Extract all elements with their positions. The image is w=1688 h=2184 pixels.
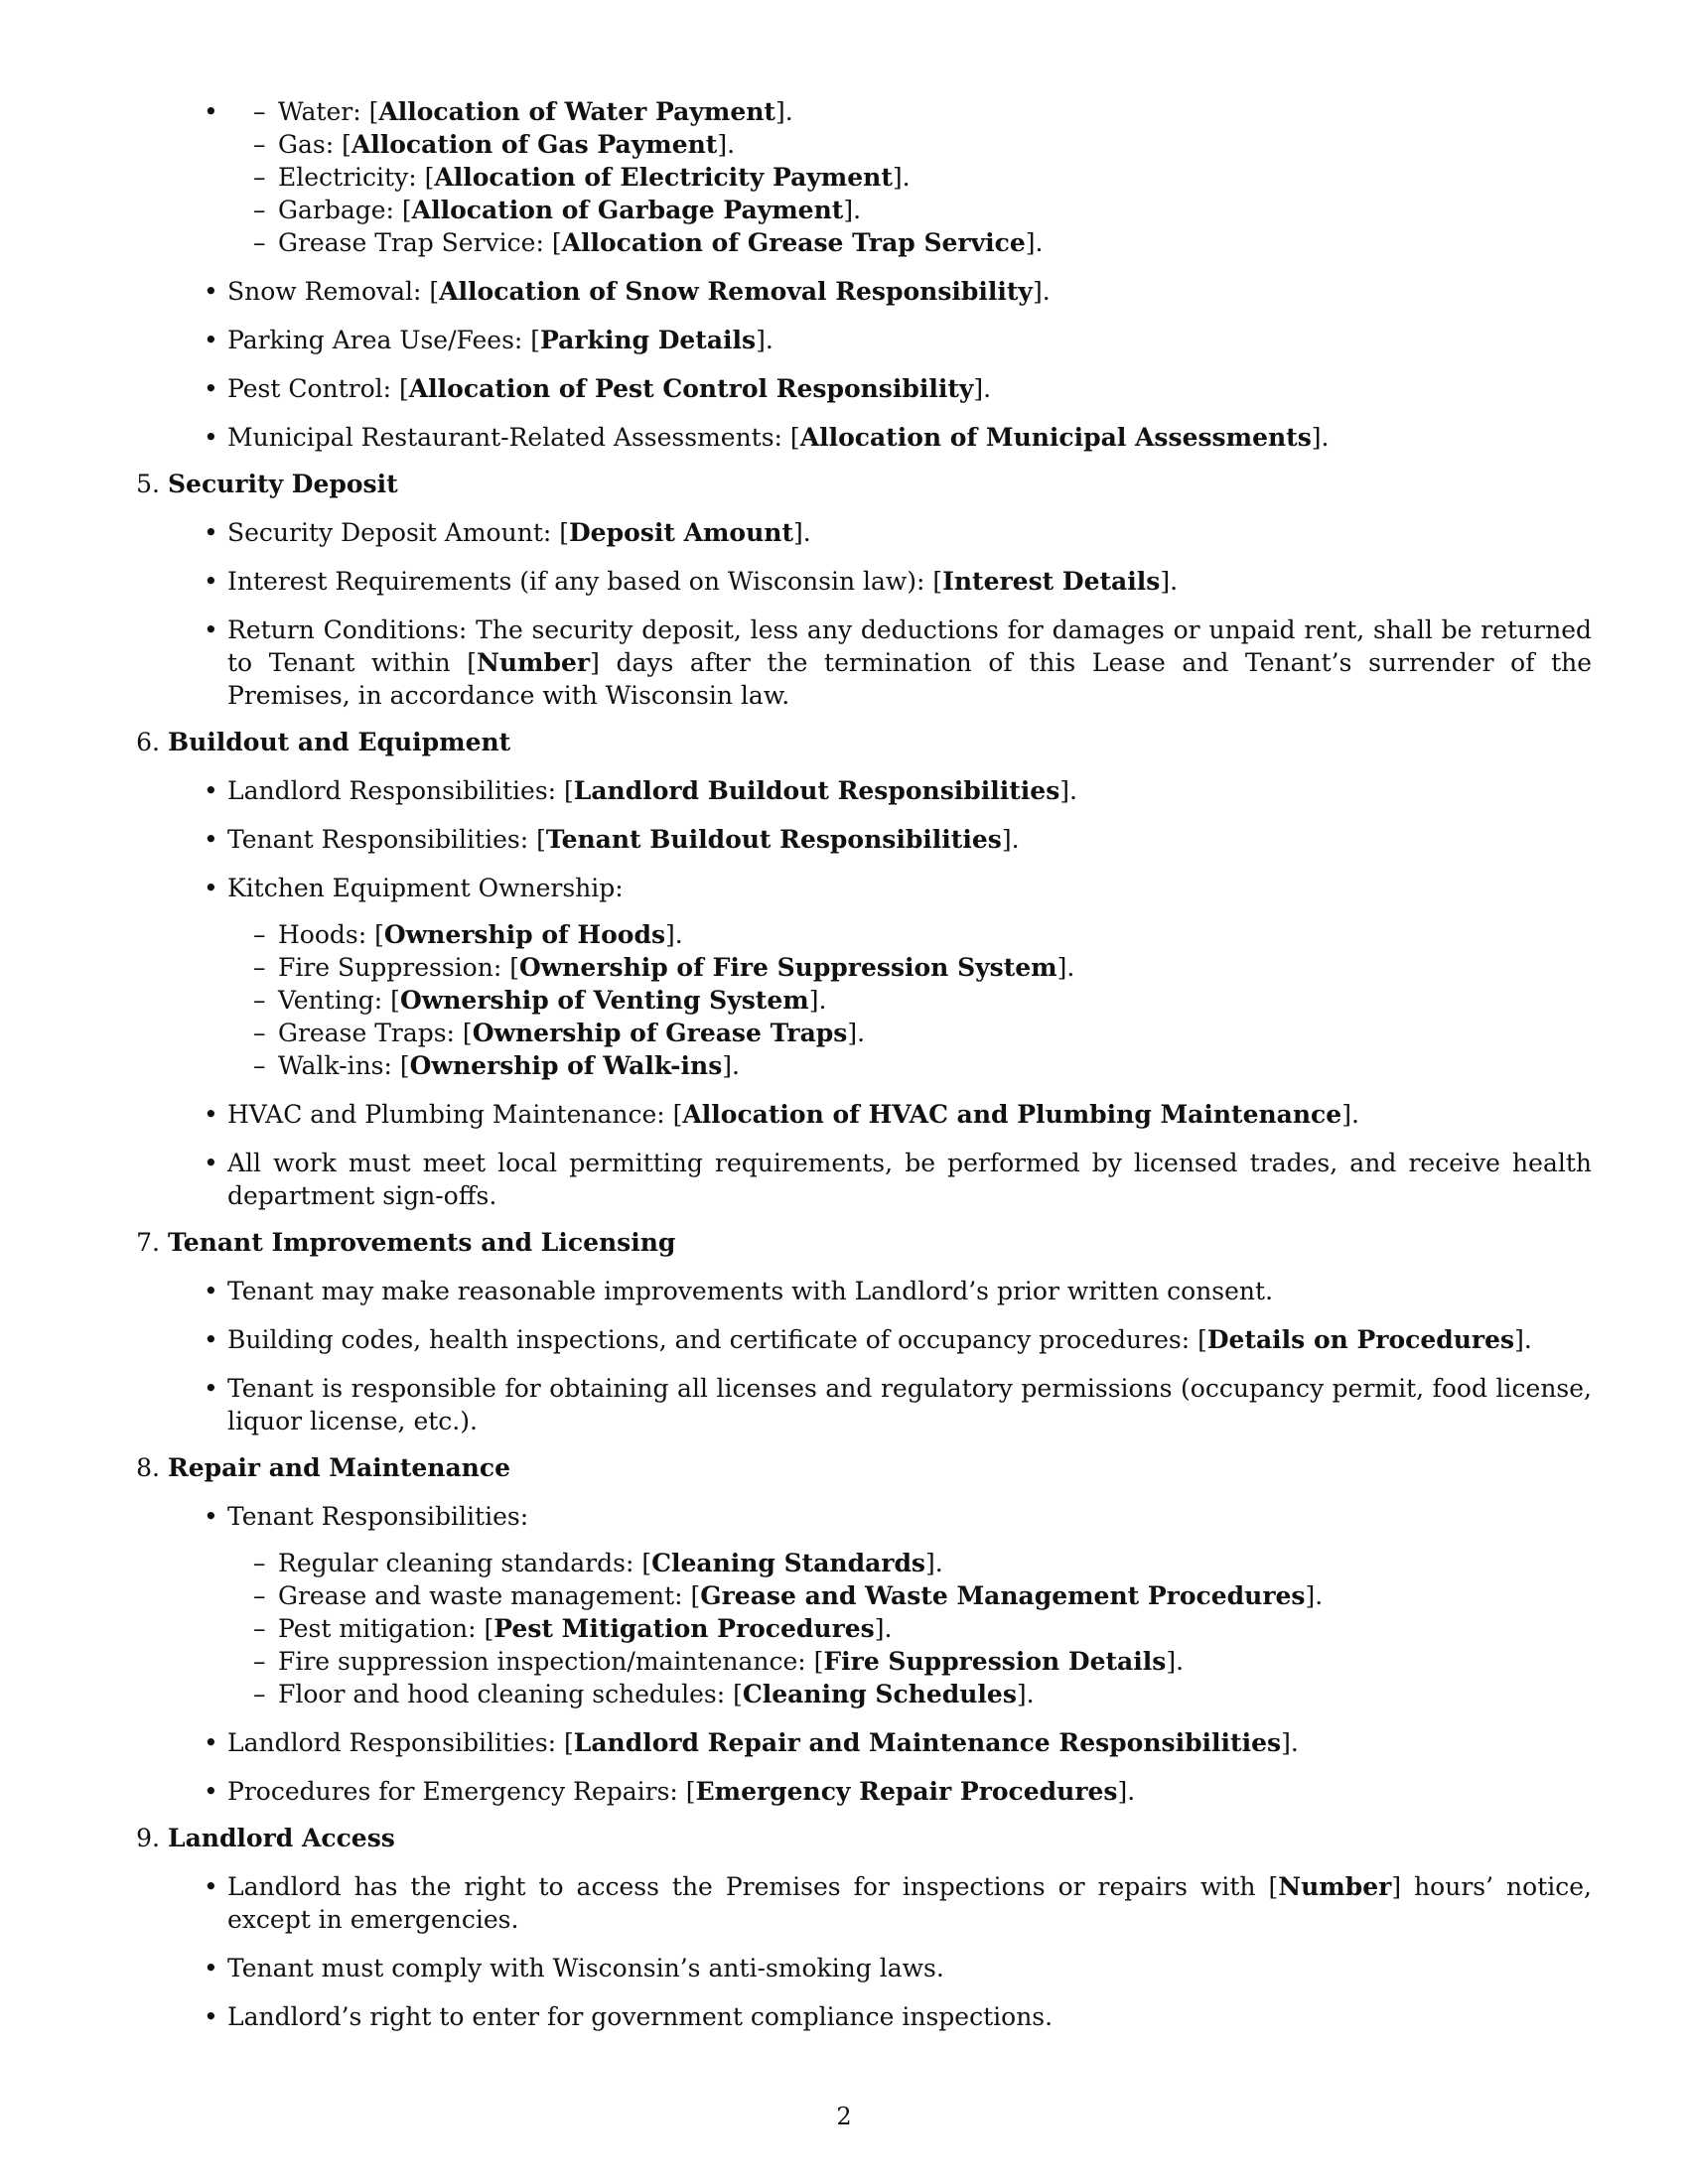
tenant-item-label: Pest mitigation: xyxy=(278,1614,477,1643)
utility-label: Grease Trap Service: xyxy=(278,228,544,257)
utility-label: Electricity: xyxy=(278,163,417,192)
bullet-text: days after the termination of this Lease and Tenant’s surrender of the Premises, in accordance with Wisconsin law. xyxy=(227,648,1593,710)
equipment-label: Venting: xyxy=(278,986,383,1015)
bullet-label: Pest Control: xyxy=(227,374,392,403)
utility-item-electricity: – Electricity: [Allocation of Electricity Payment]. xyxy=(227,161,1592,194)
section-number: 6. xyxy=(136,728,160,756)
bullet-value: Details on Procedures xyxy=(1206,1325,1515,1354)
tenant-item-value: Pest Mitigation Procedures xyxy=(493,1614,875,1643)
tenant-item-value: Cleaning Schedules xyxy=(742,1680,1017,1708)
section-number: 8. xyxy=(136,1453,160,1482)
utility-label: Garbage: xyxy=(278,196,394,224)
bullet-label: Landlord Responsibilities: xyxy=(227,1728,557,1757)
bullet-text: Landlord has the right to access the Premises for inspections or repairs with xyxy=(227,1872,1256,1901)
bullet-anti-smoking xyxy=(168,1952,1592,1984)
tenant-item-cleaning-standards: – Regular cleaning standards: [Cleaning Standards]. xyxy=(227,1547,1592,1579)
bullet-text: Return Conditions: The security deposit, less any deductions for damages or unpaid rent, shall be returned to Tenant within xyxy=(227,615,1592,677)
continued-bullet-list xyxy=(130,275,1592,454)
continued-bullets xyxy=(168,95,1592,259)
utility-value: Allocation of Gas Payment xyxy=(351,130,718,159)
bullet-return-conditions: • Return Conditions: The security deposit, less any deductions for damages or unpaid rent, shall be returned to Tenant within [Number] days after the termination of this Lease and Tenant’s surrender of the Premises, in accordance with Wisconsin law. xyxy=(168,614,1592,712)
tenant-item-label: Fire suppression inspection/maintenance: xyxy=(278,1647,806,1676)
bullet-landlord-responsibilities: • Landlord Responsibilities: [Landlord Repair and Maintenance Responsibilities]. xyxy=(168,1726,1592,1759)
bullet-licenses xyxy=(168,1372,1592,1437)
equipment-item-fire-suppression: – Fire Suppression: [Ownership of Fire Suppression System]. xyxy=(227,951,1592,984)
equipment-value: Ownership of Grease Traps xyxy=(472,1019,848,1047)
section-title: Security Deposit xyxy=(168,470,398,498)
tenant-item-label: Floor and hood cleaning schedules: xyxy=(278,1680,726,1708)
tenant-item-grease-waste: – Grease and waste management: [Grease and Waste Management Procedures]. xyxy=(227,1579,1592,1612)
equipment-item-hoods: – Hoods: [Ownership of Hoods]. xyxy=(227,918,1592,951)
bullet-tenant-responsibilities: • Tenant Responsibilities: [Tenant Buildout Responsibilities]. xyxy=(168,823,1592,856)
section-title: Repair and Maintenance xyxy=(168,1453,510,1482)
utilities-sublist xyxy=(168,95,1592,259)
tenant-item-pest-mitigation: – Pest mitigation: [Pest Mitigation Procedures]. xyxy=(227,1612,1592,1645)
bullet-landlord-responsibilities: • Landlord Responsibilities: [Landlord Buildout Responsibilities]. xyxy=(168,774,1592,807)
tenant-item-fire-suppression: – Fire suppression inspection/maintenance: [Fire Suppression Details]. xyxy=(227,1645,1592,1678)
utility-item-gas: – Gas: [Allocation of Gas Payment]. xyxy=(227,128,1592,161)
bullet-interest-requirements: • Interest Requirements (if any based on Wisconsin law): [Interest Details]. xyxy=(168,565,1592,598)
bullet-label: Security Deposit Amount: xyxy=(227,518,552,547)
bullet-value: Landlord Buildout Responsibilities xyxy=(573,776,1060,805)
bullet-kitchen-equipment xyxy=(168,872,1592,1082)
utility-value: Allocation of Garbage Payment xyxy=(411,196,844,224)
bullet-label: Parking Area Use/Fees: xyxy=(227,326,523,354)
equipment-value: Ownership of Venting System xyxy=(399,986,809,1015)
page-number: 2 xyxy=(836,2103,852,2130)
bullet-text: All work must meet local permitting requirements, be performed by licensed trades, and receive health department sign-offs. xyxy=(227,1149,1592,1210)
utility-value: Allocation of Water Payment xyxy=(378,97,775,126)
utility-item-garbage: – Garbage: [Allocation of Garbage Payment]. xyxy=(227,194,1592,226)
tenant-item-label: Grease and waste management: xyxy=(278,1581,683,1610)
continued-section-item xyxy=(130,95,1592,454)
bullet-value: Landlord Repair and Maintenance Responsibilities xyxy=(573,1728,1282,1757)
equipment-item-venting: – Venting: [Ownership of Venting System]. xyxy=(227,984,1592,1017)
bullet-text: hours’ notice, except in emergencies. xyxy=(227,1872,1592,1934)
tenant-responsibilities-sublist xyxy=(168,1547,1592,1710)
sections-list xyxy=(130,468,1592,2033)
bullet-tenant-responsibilities xyxy=(168,1500,1592,1710)
bullet-value: Emergency Repair Procedures xyxy=(695,1777,1118,1806)
section-bullets xyxy=(130,1500,1592,1808)
bullet-value: Interest Details xyxy=(942,567,1161,596)
bullet-deposit-amount: • Security Deposit Amount: [Deposit Amount]. xyxy=(168,516,1592,549)
utility-label: Gas: xyxy=(278,130,335,159)
bullet-value: Tenant Buildout Responsibilities xyxy=(545,825,1002,854)
document-body xyxy=(130,95,1592,2033)
section-landlord-access xyxy=(130,1822,1592,2033)
section-bullets xyxy=(130,1870,1592,2033)
bullet-value: Allocation of Municipal Assessments xyxy=(799,423,1312,452)
section-title: Landlord Access xyxy=(168,1824,395,1852)
equipment-sublist xyxy=(168,918,1592,1082)
continued-section xyxy=(130,95,1592,454)
section-title: Tenant Improvements and Licensing xyxy=(168,1228,676,1257)
bullet-label: HVAC and Plumbing Maintenance: xyxy=(227,1100,665,1129)
bullet-label: Tenant Responsibilities: xyxy=(227,825,529,854)
bullet-snow-removal: • Snow Removal: [Allocation of Snow Removal Responsibility]. xyxy=(168,275,1592,308)
utility-label: Water: xyxy=(278,97,361,126)
utility-item-water: – • Water: [Allocation of Water Payment]. xyxy=(227,95,1592,128)
tenant-item-value: Cleaning Standards xyxy=(651,1549,925,1577)
bullet-value: Allocation of Snow Removal Responsibility xyxy=(439,277,1033,306)
section-bullets xyxy=(130,1275,1592,1437)
equipment-item-walk-ins: – Walk-ins: [Ownership of Walk-ins]. xyxy=(227,1049,1592,1082)
bullet-value: Number xyxy=(477,648,591,677)
bullet-building-codes: • Building codes, health inspections, and certificate of occupancy procedures: [Details on Procedures]. xyxy=(168,1323,1592,1356)
bullet-value: Allocation of Pest Control Responsibility xyxy=(408,374,974,403)
bullet-text: Tenant is responsible for obtaining all licenses and regulatory permissions (occupancy permit, food license, liquor license, etc.). xyxy=(227,1374,1592,1435)
section-title: Buildout and Equipment xyxy=(168,728,511,756)
equipment-label: Hoods: xyxy=(278,920,367,949)
bullet-parking: • Parking Area Use/Fees: [Parking Details]. xyxy=(168,324,1592,356)
equipment-label: Grease Traps: xyxy=(278,1019,455,1047)
bullet-text: Tenant must comply with Wisconsin’s anti-smoking laws. xyxy=(227,1954,944,1982)
bullet-value: Allocation of HVAC and Plumbing Maintenance xyxy=(682,1100,1342,1129)
equipment-value: Ownership of Fire Suppression System xyxy=(518,953,1057,982)
bullet-municipal-assessments: • Municipal Restaurant-Related Assessments: [Allocation of Municipal Assessments]. xyxy=(168,421,1592,454)
bullet-text: Landlord’s right to enter for government compliance inspections. xyxy=(227,2002,1054,2031)
equipment-item-grease-traps: – Grease Traps: [Ownership of Grease Traps]. xyxy=(227,1017,1592,1049)
tenant-item-value: Fire Suppression Details xyxy=(823,1647,1167,1676)
utility-value: Allocation of Electricity Payment xyxy=(434,163,893,192)
section-number: 7. xyxy=(136,1228,160,1257)
bullet-label: Kitchen Equipment Ownership: xyxy=(227,874,624,902)
bullet-compliance-inspections xyxy=(168,2000,1592,2033)
bullet-permitting xyxy=(168,1147,1592,1212)
section-bullets xyxy=(130,516,1592,712)
section-tenant-improvements xyxy=(130,1226,1592,1437)
bullet-label: Interest Requirements (if any based on Wisconsin law): xyxy=(227,567,925,596)
section-buildout-equipment xyxy=(130,726,1592,1212)
bullet-improvements-consent xyxy=(168,1275,1592,1307)
bullet-access-notice: • Landlord has the right to access the Premises for inspections or repairs with [Number] hours’ notice, except in emergencies. xyxy=(168,1870,1592,1936)
bullet-label: Landlord Responsibilities: xyxy=(227,776,557,805)
equipment-value: Ownership of Walk-ins xyxy=(409,1051,723,1080)
equipment-value: Ownership of Hoods xyxy=(383,920,666,949)
bullet-label: Building codes, health inspections, and certificate of occupancy procedures: xyxy=(227,1325,1191,1354)
section-number: 5. xyxy=(136,470,160,498)
utility-value: Allocation of Grease Trap Service xyxy=(561,228,1026,257)
bullet-pest-control: • Pest Control: [Allocation of Pest Control Responsibility]. xyxy=(168,372,1592,405)
section-security-deposit xyxy=(130,468,1592,712)
bullet-label: Procedures for Emergency Repairs: xyxy=(227,1777,678,1806)
section-bullets xyxy=(130,774,1592,1212)
bullet-value: Deposit Amount xyxy=(569,518,793,547)
bullet-value: Parking Details xyxy=(540,326,757,354)
tenant-item-value: Grease and Waste Management Procedures xyxy=(700,1581,1306,1610)
bullet-label: Snow Removal: xyxy=(227,277,422,306)
utility-item-grease-trap: – Grease Trap Service: [Allocation of Grease Trap Service]. xyxy=(227,226,1592,259)
tenant-item-label: Regular cleaning standards: xyxy=(278,1549,634,1577)
tenant-item-cleaning-schedules: – Floor and hood cleaning schedules: [Cleaning Schedules]. xyxy=(227,1678,1592,1710)
bullet-emergency-repairs: • Procedures for Emergency Repairs: [Emergency Repair Procedures]. xyxy=(168,1775,1592,1808)
bullet-label: Tenant Responsibilities: xyxy=(227,1502,529,1531)
bullet-label: Municipal Restaurant-Related Assessments: xyxy=(227,423,782,452)
equipment-label: Fire Suppression: xyxy=(278,953,502,982)
utilities-wrapper xyxy=(168,95,1592,259)
section-number: 9. xyxy=(136,1824,160,1852)
bullet-hvac-plumbing: • HVAC and Plumbing Maintenance: [Allocation of HVAC and Plumbing Maintenance]. xyxy=(168,1098,1592,1131)
bullet-value: Number xyxy=(1278,1872,1392,1901)
section-repair-maintenance xyxy=(130,1451,1592,1808)
bullet-text: Tenant may make reasonable improvements with Landlord’s prior written consent. xyxy=(227,1277,1274,1305)
equipment-label: Walk-ins: xyxy=(278,1051,392,1080)
